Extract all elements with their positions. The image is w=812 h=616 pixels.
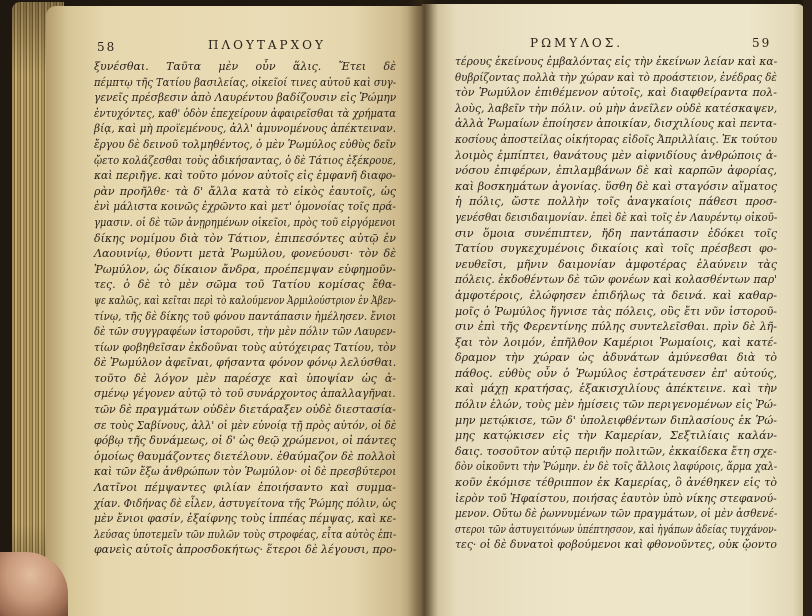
text-line: Ῥωμύλον, ὡς δίκαιον ἄνδρα, προέπεμψαν εὐφημοῦν- [94, 262, 396, 276]
text-line: ἡ πόλις, ὥστε πολλὴν τοῖς ἀναγκαίοις πάθεσι προσ- [455, 195, 777, 209]
text-line: πάθος. εὐθὺς οὖν ὁ Ῥωμύλος ἐστράτευσεν ἐπ' αὐτούς, [455, 366, 777, 380]
text-line: φόβῳ τῆς δυνάμεως, οἱ δ' ὡς θεῷ χρώμενοι, οἱ πάντες [94, 434, 396, 448]
text-line: γενεῖς πρέσβεσιν ἀπὸ Λαυρέντου βαδίζουσιν εἰς Ῥώμην [94, 91, 397, 105]
left-running-head: ΠΛΟΥΤΑΡΧΟΥ [208, 38, 326, 52]
text-line: δραμον τὴν χώραν ὡς ἀδυνάτων ἀμύνεσθαι διὰ τὸ [455, 351, 777, 365]
text-line: δὲ Ῥωμύλον ἀφεῖναι, φήσαντα φόνον φόνῳ λελύσθαι. [94, 356, 397, 370]
text-line: νευθεῖσι, μῆνιν δαιμονίαν ἀμφοτέρας ἐλαύνειν τὰς [455, 257, 777, 271]
text-line: ὁμοίως θαυμάζοντες διετέλουν. ἐθαύμαζον δὲ πολλοὶ [94, 449, 396, 463]
text-line: λεύσας ὑποτεμεῖν τῶν πυλῶν τοὺς στροφέας, εἶτα αὐτὸς ἐπι- [94, 527, 397, 541]
text-line: μενον. Οὕτω δὲ ῥωννυμένων τῶν πραγμάτων, οἱ μὲν ἀσθενέ- [455, 507, 778, 521]
text-line: μὲν ἔνιοι φασίν, ἐξαίφνης τοὺς ἱππέας πέμψας, καὶ κε- [94, 512, 397, 526]
text-line: ἐντυχόντες, καθ' ὁδὸν ἐπεχείρουν ἀφαιρεῖσθαι τὰ χρήματα [94, 106, 396, 120]
book-gutter [408, 0, 438, 616]
text-line: τίνῳ, τῆς δὲ δίκης τοῦ φόνου παντάπασιν ἠμέλησεν. ἔνιοι [94, 309, 397, 323]
text-line: ἱερὸν τοῦ Ἡφαίστου, ποιήσας ἑαυτὸν ὑπὸ νίκης στεφανού- [455, 491, 777, 505]
right-running-head: ΡΩΜΥΛΟΣ. [530, 36, 624, 50]
text-line: γμασιν. οἱ δὲ τῶν ἀνῃρημένων οἰκεῖοι, πρὸς τοῦ εἰργόμενοι [94, 215, 396, 229]
text-line: πόλεις. ἐκδοθέντων δὲ τῶν φονέων καὶ κολασθέντων παρ' [455, 273, 778, 287]
text-line: τες. ὁ δὲ τὸ μὲν σῶμα τοῦ Τατίου κομίσας ἔθα- [94, 278, 396, 292]
text-line: τὸν Ῥωμύλον ἐπιθέμενον αὐτοῖς, καὶ διαφθείραντα πολ- [455, 86, 777, 100]
text-line: σμένῳ γέγονεν αὐτῷ τὸ τοῦ συνάρχοντος ἀπαλλαγῆναι. [94, 387, 396, 401]
text-line: δὲ τῶν συγγραφέων ἱστοροῦσι, τὴν μὲν πόλιν τῶν Λαυρεν- [94, 325, 396, 339]
text-line: ρὰν προῆλθε· τὰ δ' ἄλλα κατὰ τὸ εἰκὸς ἑαυτοῖς, ὡς [94, 184, 396, 198]
text-line: Τατίου συγκεχυμένοις δικαίοις καὶ τοῖς πρέσβεσι φο- [455, 242, 777, 256]
text-line: τίων φοβηθεῖσαν ἐκδοῦναι τοὺς αὐτόχειρας Τατίου, τὸν [94, 340, 396, 354]
text-line: Λατῖνοι πέμψαντες φιλίαν ἐποιήσαντο καὶ συμμα- [94, 481, 396, 495]
text-line: θυβρίζοντας πολλὰ τὴν χώραν καὶ τὸ προάστειον, ἐνέδρας δὲ [455, 70, 777, 84]
text-line: ᾤετο κολάζεσθαι τοὺς ἀδικήσαντας, ὁ δὲ Τάτιος ἐξέκρουε, [94, 153, 396, 167]
text-line: ψε καλῶς, καὶ κεῖται περὶ τὸ καλούμενον Ἀρμιλούστριον ἐν Ἀβεν- [94, 293, 397, 307]
text-line: ξαι τὸν λοιμόν, ἐπῆλθον Καμέριοι Ῥωμαίοις, καὶ κατέ- [455, 335, 777, 349]
text-line: τες· οἱ δὲ δυνατοὶ φοβούμενοι καὶ φθονοῦντες, οὐκ ᾤοντο [455, 538, 777, 552]
left-page-text [94, 59, 396, 558]
text-line: καὶ μάχῃ κρατήσας, ἑξακισχιλίους ἀπέκτεινε. καὶ τὴν [455, 382, 777, 396]
text-line: τοῦτο δὲ λόγον μὲν παρέσχε καὶ ὑποψίαν ὡς ἀ- [94, 371, 396, 385]
text-line: ἔργου δὲ δεινοῦ τολμηθέντος, ὁ μὲν Ῥωμύλος εὐθὺς δεῖν [94, 137, 396, 151]
text-line: ἐνὶ μάλιστα κοινῶς ἐχρῶντο καὶ μετ' ὁμονοίας τοῖς πρά- [94, 200, 396, 214]
text-line: λοὺς, λαβεῖν τὴν πόλιν. οὐ μὴν ἀνεῖλεν οὐδὲ κατέσκαψεν, [455, 101, 778, 115]
text-line: τῶν δὲ πραγμάτων οὐδὲν διετάραξεν οὐδὲ διεστασία- [94, 403, 396, 417]
text-line: μοῖς ὁ Ῥωμύλος ἥγνισε τὰς πόλεις, οὓς ἔτι νῦν ἱστοροῦ- [455, 304, 777, 318]
left-page-number: 58 [97, 40, 117, 54]
text-line: πόλιν ἑλών, τοὺς μὲν ἡμίσεις τῶν περιγενομένων εἰς Ῥώ- [455, 398, 777, 412]
text-line: μης κατῴκισεν εἰς τὴν Καμερίαν, Σεξτιλίαις καλάν- [455, 429, 777, 443]
text-line: δίκης νομίμου διὰ τὸν Τάτιον, ἐπιπεσόντες αὐτῷ ἐν [94, 231, 396, 245]
text-line: καὶ βοσκημάτων ἀγονίας. ὕσθη δὲ καὶ σταγόσιν αἵματος [455, 179, 777, 193]
text-line: σιν ὅμοια συνέπιπτεν, ἤδη παντάπασιν ἐδόκει τοῖς [455, 226, 777, 240]
text-line: ξυνέσθαι. Ταῦτα μὲν οὖν ἅλις. Ἔτει δὲ [94, 60, 396, 73]
text-line: γενέσθαι δεισιδαιμονίαν. ἐπεὶ δὲ καὶ τοῖς ἐν Λαυρέντῳ οἰκοῦ- [455, 210, 778, 224]
text-line: σιν ἐπὶ τῆς Φερεντίνης πύλης συντελεῖσθαι. πρὶν δὲ λῆ- [455, 320, 777, 334]
text-line: τέρους ἐκείνους ἐμβαλόντας εἰς τὴν ἐκείνων λείαν καὶ κα- [455, 55, 778, 68]
text-line: μην μετῴκισε, τῶν δ' ὑπολειφθέντων διπλασίους ἐκ Ῥώ- [455, 413, 777, 427]
text-line: σε τοὺς Σαβίνους, ἀλλ' οἱ μὲν εὐνοίᾳ τῇ πρὸς αὐτόν, οἱ δὲ [94, 418, 397, 432]
text-line: ἀλλὰ Ῥωμαίων ἐποίησεν ἀποικίαν, δισχιλίους καὶ πεντα- [455, 117, 777, 131]
text-line: ἀμφοτέροις, ἐλώφησεν ἐπιδήλως τὰ δεινά. καὶ καθαρ- [455, 288, 777, 302]
text-line: λοιμὸς ἐμπίπτει, θανάτους μὲν αἰφνιδίους ἀνθρώποις ἀ- [455, 148, 777, 162]
text-line: βίᾳ, καὶ μὴ προϊεμένους, ἀλλ' ἀμυνομένους ἀπέκτειναν. [94, 122, 397, 136]
text-line: νόσου ἐπιφέρων, ἐπιλαμβάνων δὲ καὶ καρπῶν ἀφορίας, [455, 164, 777, 178]
text-line: καὶ περιῆγε. καὶ τοῦτο μόνον αὐτοῖς εἰς ἐμφανῆ διαφο- [94, 169, 396, 183]
text-line: κοῦν ἐκόμισε τέθριππον ἐκ Καμερίας, ὃ ἀνέθηκεν εἰς τὸ [455, 476, 777, 490]
text-line: κοσίους ἀποστείλας οἰκήτορας εἰδοῖς Ἀπριλλίαις. Ἐκ τούτου [455, 132, 778, 146]
text-line: πέμπτῳ τῆς Τατίου βασιλείας, οἰκεῖοί τινες αὐτοῦ καὶ συγ- [94, 75, 397, 89]
text-line: Λαουινίῳ, θύοντι μετὰ Ῥωμύλου, φονεύουσι· τὸν δὲ [94, 247, 396, 261]
book-cover-edge [803, 0, 812, 616]
right-page-text [455, 54, 777, 553]
text-line: δαις. τοσοῦτον αὐτῷ περιῆν πολιτῶν, ἑκκαίδεκα ἔτη σχε- [455, 444, 777, 458]
text-line: χίαν. Φιδήνας δὲ εἷλεν, ἀστυγείτονα τῆς Ῥώμης πόλιν, ὡς [94, 496, 397, 510]
text-line: φανεὶς αὐτοῖς ἀπροσδοκήτως· ἕτεροι δὲ λέγουσι, προ- [94, 543, 397, 557]
right-page-number: 59 [752, 36, 772, 50]
text-line: καὶ τῶν ἔξω ἀνθρώπων τὸν Ῥωμύλον· οἱ δὲ πρεσβύτεροι [94, 465, 397, 479]
text-line: δὸν οἰκοῦντι τὴν Ῥώμην. ἐν δὲ τοῖς ἄλλοις λαφύροις, ἅρμα χαλ- [455, 460, 778, 474]
text-line: στεροι τῶν ἀστυγειτόνων ὑπέπτησσον, καὶ ἠγάπων ἀδείας τυγχάνον- [455, 522, 777, 536]
